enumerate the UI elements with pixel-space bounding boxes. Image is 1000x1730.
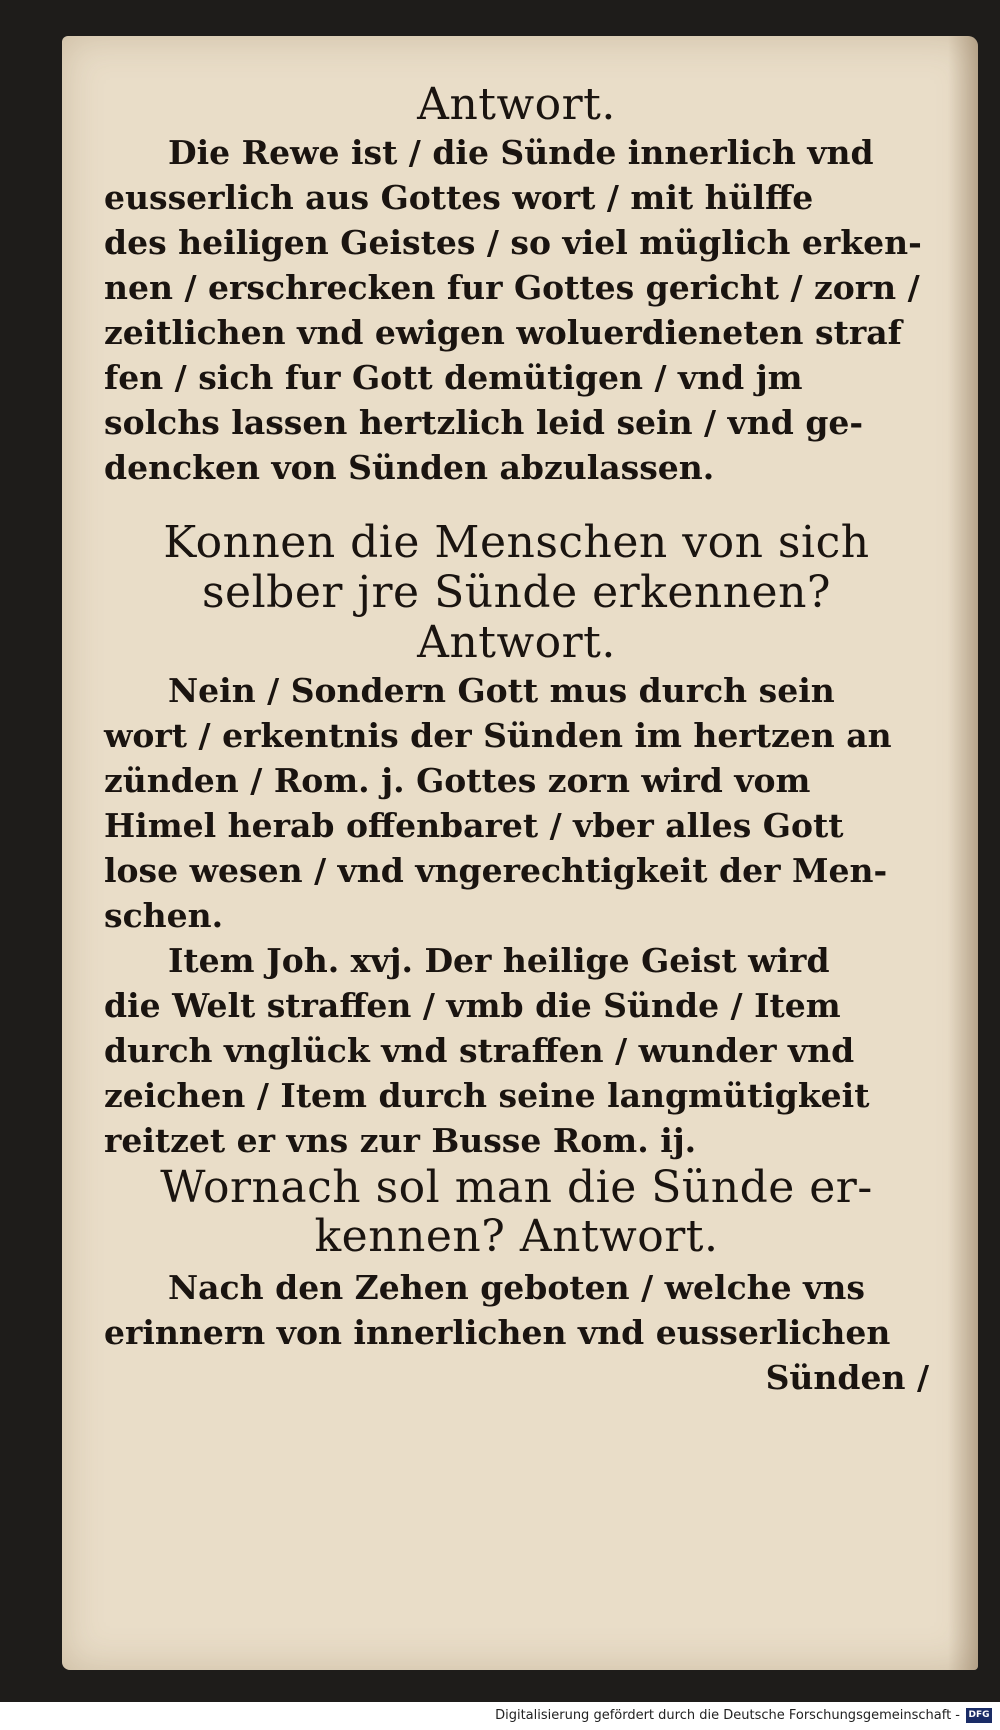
text-line: zünden / Rom. j. Gottes zorn wird vom bbox=[104, 761, 811, 800]
heading-line: Wornach sol man die Sünde er- bbox=[160, 1162, 873, 1213]
text-line: Item Joh. xvj. Der heilige Geist wird bbox=[168, 941, 830, 980]
text-line: fen / sich fur Gott demütigen / vnd jm bbox=[104, 358, 803, 397]
text-line: solchs lassen hertzlich leid sein / vnd ge- bbox=[104, 403, 864, 442]
text-line: Nach den Zehen geboten / welche vns bbox=[168, 1268, 865, 1307]
heading-question-wornach bbox=[104, 1163, 929, 1261]
heading-antwort: Antwort. bbox=[417, 79, 616, 130]
text-line: zeitlichen vnd ewigen woluerdieneten straf bbox=[104, 313, 902, 352]
funding-credit: Digitalisierung gefördert durch die Deutsche Forschungsgemeinschaft - bbox=[495, 1708, 960, 1723]
heading-question-konnen bbox=[104, 518, 929, 668]
text-line: Nein / Sondern Gott mus durch sein bbox=[168, 671, 835, 710]
paragraph-item bbox=[104, 938, 929, 1163]
text-line: nen / erschrecken fur Gottes gericht / zorn / bbox=[104, 268, 920, 307]
text-line: reitzet er vns zur Busse Rom. ij. bbox=[104, 1121, 697, 1160]
text-line: eusserlich aus Gottes wort / mit hülffe bbox=[104, 178, 814, 217]
text-line: Himel herab offenbaret / vber alles Gott bbox=[104, 806, 844, 845]
heading-line: Konnen die Menschen von sich bbox=[163, 517, 870, 568]
heading-line: selber jre Sünde erkennen? bbox=[201, 567, 832, 618]
text-line: des heiligen Geistes / so viel müglich erken- bbox=[104, 223, 922, 262]
text-line: zeichen / Item durch seine langmütigkeit bbox=[104, 1076, 870, 1115]
text-line: durch vnglück vnd straffen / wunder vnd bbox=[104, 1031, 855, 1070]
dfg-logo: DFG bbox=[966, 1708, 992, 1723]
page-edge-shadow bbox=[948, 36, 978, 1670]
text-line: lose wesen / vnd vngerechtigkeit der Men- bbox=[104, 851, 888, 890]
text-line: wort / erkentnis der Sünden im hertzen an bbox=[104, 716, 892, 755]
paragraph-nein bbox=[104, 668, 929, 938]
heading-line: kennen? Antwort. bbox=[314, 1211, 719, 1262]
text-line: erinnern von innerlichen vnd eusserlichen bbox=[104, 1313, 891, 1352]
paragraph-nach bbox=[104, 1265, 929, 1400]
digitization-footer bbox=[0, 1702, 1000, 1730]
heading-line: Antwort. bbox=[417, 617, 616, 668]
text-line: schen. bbox=[104, 896, 224, 935]
text-line: die Welt straffen / vmb die Sünde / Item bbox=[104, 986, 841, 1025]
catchword: Sünden / bbox=[765, 1358, 929, 1397]
text-line: dencken von Sünden abzulassen. bbox=[104, 448, 715, 487]
page-text bbox=[104, 80, 929, 1400]
paragraph-rewe bbox=[104, 130, 929, 490]
text-line: Die Rewe ist / die Sünde innerlich vnd bbox=[168, 133, 874, 172]
spacer bbox=[104, 490, 929, 518]
